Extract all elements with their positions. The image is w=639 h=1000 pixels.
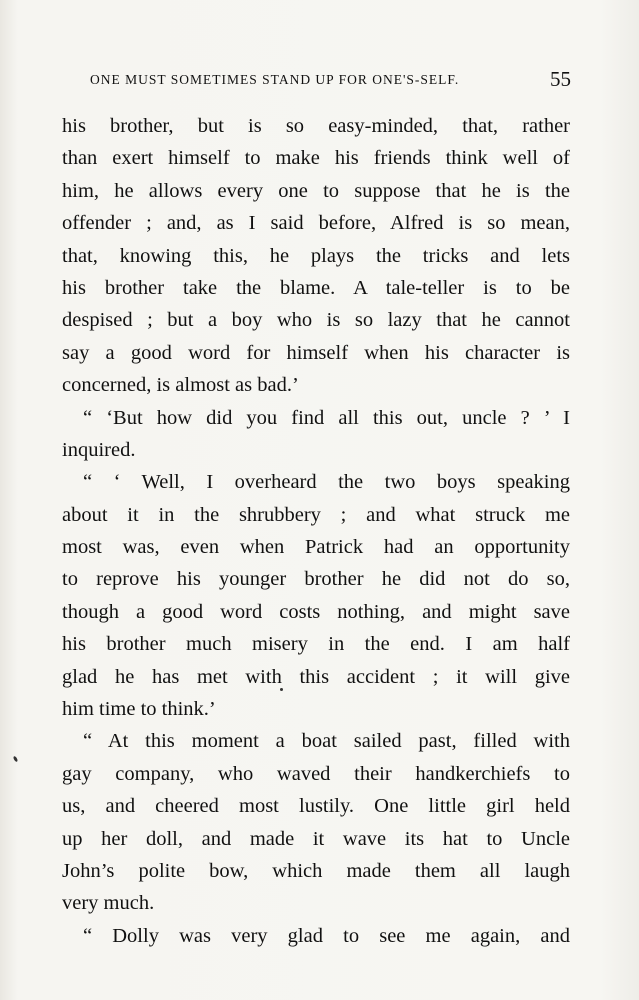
page-number: 55 bbox=[550, 67, 571, 91]
text-line: very much. bbox=[62, 892, 155, 915]
text-line: him time to think.’ bbox=[62, 698, 216, 721]
running-title: ONE MUST SOMETIMES STAND UP FOR ONE'S-SELF. bbox=[90, 72, 460, 87]
text-line: gay company, who waved their handkerchiefs to bbox=[62, 762, 570, 785]
text-line: glad he has met with this accident ; it will give bbox=[62, 665, 570, 688]
text-line: though a good word costs nothing, and might save bbox=[62, 600, 570, 623]
text-line: concerned, is almost as bad.’ bbox=[62, 374, 299, 397]
text-line: to reprove his younger brother he did not do so, bbox=[62, 568, 570, 591]
print-speck bbox=[13, 756, 19, 763]
text-line: us, and cheered most lustily. One little girl held bbox=[62, 795, 570, 818]
text-line: his brother much misery in the end. I am half bbox=[62, 633, 570, 656]
text-line: offender ; and, as I said before, Alfred is so mean, bbox=[62, 212, 570, 235]
text-line: despised ; but a boy who is so lazy that he cannot bbox=[62, 309, 570, 332]
text-line: inquired. bbox=[62, 438, 136, 461]
running-head bbox=[62, 68, 571, 94]
text-line: that, knowing this, he plays the tricks and lets bbox=[62, 244, 570, 267]
text-line: “ Dolly was very glad to see me again, and bbox=[83, 924, 570, 947]
text-line: “ ‘ Well, I overheard the two boys speaking bbox=[83, 471, 570, 494]
text-line: John’s polite bow, which made them all laugh bbox=[62, 859, 570, 882]
text-line: than exert himself to make his friends think well of bbox=[62, 147, 570, 170]
text-line: him, he allows every one to suppose that he is the bbox=[62, 179, 570, 202]
body-text bbox=[62, 110, 570, 952]
text-line: up her doll, and made it wave its hat to Uncle bbox=[62, 827, 570, 850]
text-line: most was, even when Patrick had an opportunity bbox=[62, 536, 570, 559]
text-line: say a good word for himself when his character is bbox=[62, 341, 570, 364]
text-line: “ ‘But how did you find all this out, uncle ? ’ I bbox=[83, 406, 570, 429]
text-line: about it in the shrubbery ; and what struck me bbox=[62, 503, 570, 526]
text-line: his brother take the blame. A tale-teller is to be bbox=[62, 276, 570, 299]
text-line: his brother, but is so easy-minded, that, rather bbox=[62, 115, 570, 137]
text-line: “ At this moment a boat sailed past, filled with bbox=[83, 730, 570, 753]
print-speck bbox=[280, 688, 283, 691]
